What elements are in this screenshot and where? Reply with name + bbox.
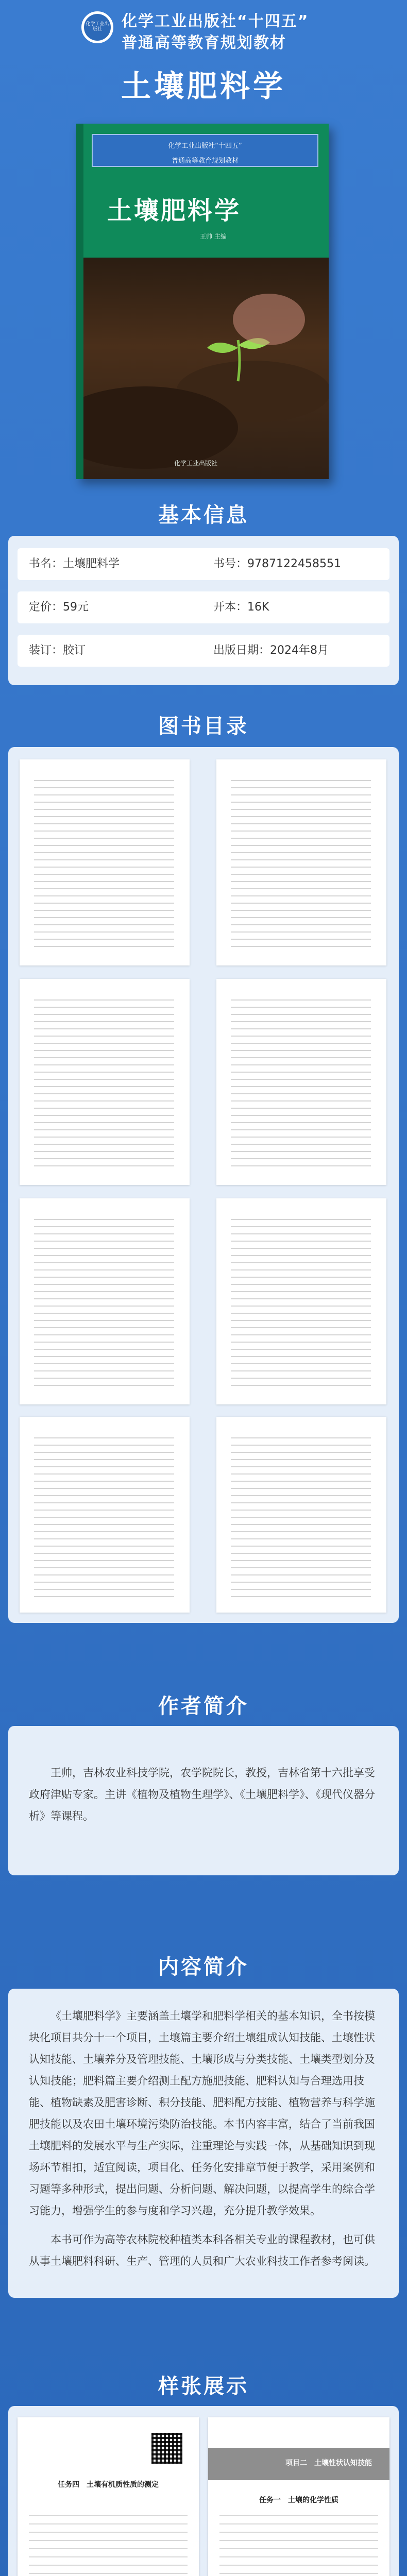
toc-entry-line bbox=[34, 1226, 174, 1227]
toc-entry-line bbox=[34, 1517, 174, 1518]
toc-entry-line bbox=[231, 1269, 371, 1270]
info-date bbox=[213, 635, 329, 667]
toc-entry-line bbox=[231, 1144, 371, 1145]
toc-entry-line bbox=[34, 1378, 174, 1379]
toc-entry-line bbox=[34, 931, 174, 933]
section-title: 图书目录 bbox=[158, 715, 249, 738]
sample-page-left bbox=[18, 2417, 199, 2576]
toc-entry-line bbox=[34, 1100, 174, 1101]
toc-entry-line bbox=[34, 1560, 174, 1561]
section-heading-catalog bbox=[0, 707, 407, 742]
body-text-line bbox=[29, 2532, 188, 2533]
info-label: 书号： bbox=[213, 557, 248, 570]
info-value: 2024年8月 bbox=[270, 644, 329, 657]
toc-page bbox=[216, 759, 386, 965]
info-price bbox=[29, 591, 89, 623]
toc-entry-line bbox=[231, 1007, 371, 1008]
toc-entry-line bbox=[231, 794, 371, 795]
toc-entry-line bbox=[34, 924, 174, 925]
book-cover bbox=[76, 124, 331, 484]
toc-entry-line bbox=[34, 1313, 174, 1314]
info-row bbox=[18, 635, 389, 667]
toc-entry-line bbox=[34, 1036, 174, 1037]
toc-entry-line bbox=[231, 1115, 371, 1116]
toc-entry-line bbox=[231, 1466, 371, 1467]
sample-left-title: 任务四 土壤有机质性质的测定 bbox=[58, 2481, 159, 2489]
sample-page-right bbox=[208, 2417, 389, 2576]
publisher-line-1: 化学工业出版社“十四五” bbox=[122, 12, 309, 30]
toc-entry-line bbox=[34, 780, 174, 781]
toc-entry-line bbox=[231, 1363, 371, 1364]
cover-soil-photo bbox=[83, 258, 329, 479]
toc-entry-line bbox=[34, 874, 174, 875]
toc-entry-line bbox=[231, 1100, 371, 1101]
toc-entry-line bbox=[231, 867, 371, 868]
toc-entry-line bbox=[34, 831, 174, 832]
toc-entry-line bbox=[34, 1481, 174, 1482]
toc-entry-line bbox=[231, 1349, 371, 1350]
toc-entry-line bbox=[34, 1093, 174, 1094]
toc-entry-line bbox=[231, 1233, 371, 1234]
toc-entry-line bbox=[231, 1356, 371, 1357]
toc-entry-line bbox=[231, 852, 371, 853]
toc-entry-line bbox=[34, 1079, 174, 1080]
section-heading-author bbox=[0, 1687, 407, 1722]
toc-entry-line bbox=[231, 1385, 371, 1386]
info-label: 开本： bbox=[213, 601, 248, 614]
toc-entry-line bbox=[231, 831, 371, 832]
toc-entry-line bbox=[34, 1122, 174, 1123]
info-panel bbox=[8, 536, 399, 685]
toc-entry-line bbox=[34, 802, 174, 803]
toc-page bbox=[20, 1198, 190, 1404]
toc-entry-line bbox=[231, 1452, 371, 1453]
toc-entry-line bbox=[231, 1158, 371, 1159]
toc-entry-line bbox=[231, 787, 371, 788]
toc-entry-line bbox=[231, 1014, 371, 1015]
toc-page bbox=[20, 979, 190, 1185]
toc-page bbox=[216, 1417, 386, 1613]
toc-entry-line bbox=[231, 924, 371, 925]
toc-entry-line bbox=[34, 1574, 174, 1575]
header bbox=[0, 0, 407, 104]
toc-entry-line bbox=[34, 1553, 174, 1554]
toc-entry-line bbox=[34, 1473, 174, 1475]
section-title: 样张展示 bbox=[158, 2375, 249, 2398]
body-text-line bbox=[219, 2515, 378, 2516]
toc-entry-line bbox=[34, 1248, 174, 1249]
toc-entry-line bbox=[34, 1072, 174, 1073]
toc-entry-line bbox=[231, 1255, 371, 1256]
toc-entry-line bbox=[34, 1144, 174, 1145]
toc-entry-line bbox=[34, 823, 174, 824]
toc-entry-line bbox=[34, 1233, 174, 1234]
toc-entry-line bbox=[231, 1495, 371, 1496]
toc-entry-line bbox=[34, 1219, 174, 1220]
toc-entry-line bbox=[231, 1043, 371, 1044]
toc-entry-line bbox=[34, 1277, 174, 1278]
toc-entry-line bbox=[34, 1589, 174, 1590]
toc-entry-line bbox=[34, 1262, 174, 1263]
toc-entry-line bbox=[231, 1093, 371, 1094]
toc-entry-line bbox=[231, 1226, 371, 1227]
toc-entry-line bbox=[231, 1277, 371, 1278]
toc-entry-line bbox=[34, 1445, 174, 1446]
toc-entry-line bbox=[231, 845, 371, 846]
info-value: 16K bbox=[247, 601, 269, 614]
toc-entry-line bbox=[231, 999, 371, 1001]
section-title: 内容简介 bbox=[158, 1955, 249, 1979]
sample-right-task: 任务一 土壤的化学性质 bbox=[259, 2496, 338, 2504]
body-text-line bbox=[29, 2523, 188, 2524]
toc-entry-line bbox=[34, 838, 174, 839]
toc-entry-line bbox=[231, 1064, 371, 1065]
toc-entry-line bbox=[231, 1510, 371, 1511]
toc-entry-line bbox=[34, 1043, 174, 1044]
author-text: 王帅，吉林农业科技学院，农学院院长，教授，吉林省第十六批享受政府津贴专家。主讲《植物及植物生理学》、《土壤肥料学》、《现代仪器分析》等课程。 bbox=[29, 1767, 375, 1822]
toc-entry-line bbox=[231, 1459, 371, 1460]
publisher-line-2: 普通高等教育规划教材 bbox=[122, 34, 286, 52]
toc-entry-line bbox=[34, 1050, 174, 1051]
info-isbn bbox=[213, 548, 341, 580]
toc-entry-line bbox=[34, 1284, 174, 1285]
toc-entry-line bbox=[34, 1269, 174, 1270]
toc-entry-line bbox=[34, 1385, 174, 1386]
toc-entry-line bbox=[34, 852, 174, 853]
toc-entry-line bbox=[231, 1531, 371, 1532]
toc-entry-line bbox=[231, 816, 371, 817]
toc-entry-line bbox=[34, 816, 174, 817]
info-title bbox=[29, 548, 120, 580]
toc-entry-line bbox=[34, 1014, 174, 1015]
toc-entry-line bbox=[34, 1327, 174, 1328]
toc-entry-line bbox=[34, 1459, 174, 1460]
toc-entry-line bbox=[34, 888, 174, 889]
toc-entry-line bbox=[34, 881, 174, 882]
info-value: 胶订 bbox=[63, 644, 86, 657]
body-text-line bbox=[219, 2565, 378, 2566]
toc-entry-line bbox=[34, 910, 174, 911]
toc-page bbox=[216, 979, 386, 1185]
info-value: 59元 bbox=[63, 601, 89, 614]
toc-entry-line bbox=[34, 1510, 174, 1511]
info-row bbox=[18, 591, 389, 623]
toc-entry-line bbox=[34, 787, 174, 788]
toc-entry-line bbox=[34, 1108, 174, 1109]
cover-title: 土壤肥料学 bbox=[107, 196, 242, 225]
toc-entry-line bbox=[231, 1079, 371, 1080]
toc-entry-line bbox=[231, 1086, 371, 1087]
toc-entry-line bbox=[34, 1342, 174, 1343]
toc-entry-line bbox=[231, 1241, 371, 1242]
toc-entry-line bbox=[34, 1021, 174, 1022]
toc-entry-line bbox=[231, 1021, 371, 1022]
info-label: 装订： bbox=[29, 644, 63, 657]
toc-entry-line bbox=[231, 1488, 371, 1489]
toc-entry-line bbox=[34, 999, 174, 1001]
info-label: 书名： bbox=[29, 557, 63, 570]
cover-band-line-2: 普通高等教育规划教材 bbox=[171, 157, 239, 165]
book-title: 土壤肥料学 bbox=[121, 69, 286, 104]
toc-entry-line bbox=[231, 1334, 371, 1335]
toc-entry-line bbox=[34, 1241, 174, 1242]
body-text-line bbox=[29, 2540, 188, 2541]
toc-entry-line bbox=[34, 1524, 174, 1525]
toc-entry-line bbox=[231, 1137, 371, 1138]
publisher-logo bbox=[81, 11, 113, 43]
toc-entry-line bbox=[231, 1589, 371, 1590]
toc-entry-line bbox=[34, 1086, 174, 1087]
toc-entry-line bbox=[34, 1137, 174, 1138]
toc-entry-line bbox=[34, 809, 174, 810]
cover-body bbox=[76, 124, 329, 479]
toc-entry-line bbox=[231, 1219, 371, 1220]
toc-entry-line bbox=[34, 1531, 174, 1532]
toc-entry-line bbox=[231, 1298, 371, 1299]
toc-entry-line bbox=[231, 1151, 371, 1152]
toc-entry-line bbox=[231, 946, 371, 947]
toc-entry-line bbox=[231, 1560, 371, 1561]
intro-panel bbox=[8, 1989, 399, 2298]
intro-paragraph-2: 本书可作为高等农林院校种植类本科各相关专业的课程教材，也可供从事土壤肥料科研、生产、管理的人员和广大农业科技工作者参考阅读。 bbox=[29, 2233, 375, 2267]
sample-panel bbox=[8, 2406, 399, 2576]
toc-entry-line bbox=[34, 1466, 174, 1467]
toc-entry-line bbox=[231, 1129, 371, 1130]
toc-entry-line bbox=[34, 1596, 174, 1597]
toc-entry-line bbox=[34, 1349, 174, 1350]
toc-entry-line bbox=[231, 1248, 371, 1249]
toc-entry-line bbox=[231, 838, 371, 839]
toc-entry-line bbox=[34, 1488, 174, 1489]
info-label: 定价： bbox=[29, 601, 63, 614]
toc-page bbox=[20, 759, 190, 965]
toc-entry-line bbox=[231, 903, 371, 904]
toc-entry-line bbox=[34, 946, 174, 947]
toc-entry-line bbox=[34, 1057, 174, 1058]
section-heading-sample bbox=[0, 2367, 407, 2402]
section-heading-intro bbox=[0, 1947, 407, 1983]
toc-entry-line bbox=[231, 1370, 371, 1371]
toc-entry-line bbox=[231, 1596, 371, 1597]
cover-series-band bbox=[92, 134, 318, 167]
toc-entry-line bbox=[34, 1306, 174, 1307]
section-title: 作者简介 bbox=[158, 1694, 249, 1718]
toc-entry-line bbox=[34, 1334, 174, 1335]
section-title: 基本信息 bbox=[158, 503, 249, 527]
toc-entry-line bbox=[34, 867, 174, 868]
body-text-line bbox=[219, 2532, 378, 2533]
toc-entry-line bbox=[231, 1313, 371, 1314]
toc-entry-line bbox=[34, 794, 174, 795]
toc-entry-line bbox=[34, 1151, 174, 1152]
info-binding bbox=[29, 635, 86, 667]
toc-entry-line bbox=[231, 1036, 371, 1037]
toc-entry-line bbox=[34, 1452, 174, 1453]
toc-entry-line bbox=[231, 910, 371, 911]
toc-entry-line bbox=[34, 1502, 174, 1503]
toc-entry-line bbox=[231, 1481, 371, 1482]
toc-entry-line bbox=[231, 1502, 371, 1503]
toc-entry-line bbox=[34, 903, 174, 904]
toc-entry-line bbox=[34, 1291, 174, 1292]
author-panel bbox=[8, 1726, 399, 1875]
toc-entry-line bbox=[34, 895, 174, 896]
toc-entry-line bbox=[34, 845, 174, 846]
cover-spine bbox=[76, 124, 83, 479]
info-value: 土壤肥料学 bbox=[63, 557, 120, 570]
body-text-line bbox=[29, 2515, 188, 2516]
toc-entry-line bbox=[231, 802, 371, 803]
toc-entry-line bbox=[34, 1356, 174, 1357]
toc-entry-line bbox=[231, 1262, 371, 1263]
catalog-panel bbox=[8, 747, 399, 1623]
toc-entry-line bbox=[231, 1524, 371, 1525]
toc-entry-line bbox=[231, 1306, 371, 1307]
body-text-line bbox=[29, 2548, 188, 2549]
info-format bbox=[213, 591, 269, 623]
toc-entry-line bbox=[231, 881, 371, 882]
toc-entry-line bbox=[231, 1122, 371, 1123]
toc-entry-line bbox=[34, 859, 174, 860]
intro-paragraph-1: 《土壤肥料学》主要涵盖土壤学和肥料学相关的基本知识，全书按模块化项目共分十一个项目，土壤篇主要介绍土壤组成认知技能、土壤性状认知技能、土壤养分及管理技能、土壤形成与分类技能、土壤类型划分及认知技能；肥料篇主要介绍测土配方施肥技能、肥料认知与合理选用技能、植物缺素及肥害诊断、积分技能、肥料配方技能、植物营养与科学施肥技能以及农田土壤环境污染防治技能。本书内容丰富，结合了当前我国土壤肥料的发展水平与生产实际，注重理论与实践一体，从基础知识到现场环节相扣，适宜阅读，项目化、任务化安排章节便于教学，采用案例和习题等多种形式，提出问题、分析问题、解决问题，以提高学生的综合学习能力，增强学生的参与度和学习兴趣，充分提升教学效果。 bbox=[29, 2010, 375, 2217]
toc-entry-line bbox=[34, 1158, 174, 1159]
cover-band-line-1: 化学工业出版社“十四五” bbox=[168, 142, 242, 150]
toc-entry-line bbox=[34, 1115, 174, 1116]
toc-entry-line bbox=[34, 1538, 174, 1539]
toc-entry-line bbox=[231, 823, 371, 824]
section-heading-info bbox=[0, 496, 407, 531]
toc-entry-line bbox=[231, 1072, 371, 1073]
toc-entry-line bbox=[231, 888, 371, 889]
info-value: 9787122458551 bbox=[247, 557, 341, 570]
toc-entry-line bbox=[231, 1473, 371, 1475]
toc-entry-line bbox=[34, 1064, 174, 1065]
toc-entry-line bbox=[34, 1370, 174, 1371]
cover-press: 化学工业出版社 bbox=[174, 460, 218, 467]
toc-entry-line bbox=[231, 809, 371, 810]
toc-entry-line bbox=[231, 1546, 371, 1547]
body-text-line bbox=[29, 2556, 188, 2557]
toc-entry-line bbox=[231, 780, 371, 781]
body-text-line bbox=[219, 2548, 378, 2549]
toc-page bbox=[20, 1417, 190, 1613]
toc-entry-line bbox=[34, 1546, 174, 1547]
toc-entry-line bbox=[231, 1582, 371, 1583]
toc-entry-line bbox=[34, 1129, 174, 1130]
toc-entry-line bbox=[231, 1517, 371, 1518]
toc-entry-line bbox=[34, 1320, 174, 1321]
toc-entry-line bbox=[231, 1165, 371, 1166]
body-text-line bbox=[219, 2556, 378, 2557]
toc-entry-line bbox=[34, 1028, 174, 1029]
seedling-illustration bbox=[83, 258, 329, 479]
toc-page bbox=[216, 1198, 386, 1404]
toc-entry-line bbox=[231, 859, 371, 860]
toc-entry-line bbox=[231, 1057, 371, 1058]
body-text-line bbox=[219, 2573, 378, 2574]
body-text-line bbox=[29, 2565, 188, 2566]
toc-entry-line bbox=[34, 917, 174, 918]
toc-entry-line bbox=[231, 1291, 371, 1292]
toc-entry-line bbox=[231, 1050, 371, 1051]
toc-entry-line bbox=[34, 1567, 174, 1568]
toc-entry-line bbox=[34, 1582, 174, 1583]
toc-entry-line bbox=[231, 1553, 371, 1554]
toc-entry-line bbox=[231, 1320, 371, 1321]
project-banner-text: 项目二 土壤性状认知技能 bbox=[285, 2459, 372, 2467]
toc-entry-line bbox=[231, 1437, 371, 1438]
toc-entry-line bbox=[231, 874, 371, 875]
toc-entry-line bbox=[231, 1445, 371, 1446]
toc-entry-line bbox=[34, 1255, 174, 1256]
info-row bbox=[18, 548, 389, 580]
toc-entry-line bbox=[231, 939, 371, 940]
body-text-line bbox=[219, 2540, 378, 2541]
toc-entry-line bbox=[231, 1327, 371, 1328]
toc-entry-line bbox=[231, 917, 371, 918]
toc-entry-line bbox=[231, 1028, 371, 1029]
logo-text: 化学工业出版社 bbox=[84, 14, 111, 41]
body-text-line bbox=[29, 2573, 188, 2574]
cover-authors: 王帅 主编 bbox=[200, 233, 227, 240]
toc-entry-line bbox=[231, 1538, 371, 1539]
toc-entry-line bbox=[34, 1165, 174, 1166]
toc-entry-line bbox=[34, 1363, 174, 1364]
toc-entry-line bbox=[34, 939, 174, 940]
toc-entry-line bbox=[231, 1574, 371, 1575]
info-label: 出版日期： bbox=[213, 644, 270, 657]
body-text-line bbox=[219, 2523, 378, 2524]
toc-entry-line bbox=[231, 931, 371, 933]
toc-entry-line bbox=[231, 1284, 371, 1285]
toc-entry-line bbox=[231, 1567, 371, 1568]
toc-entry-line bbox=[231, 1108, 371, 1109]
toc-entry-line bbox=[34, 1495, 174, 1496]
toc-entry-line bbox=[231, 1378, 371, 1379]
toc-entry-line bbox=[34, 1007, 174, 1008]
qr-code-icon bbox=[151, 2433, 182, 2464]
toc-entry-line bbox=[231, 895, 371, 896]
toc-entry-line bbox=[34, 1298, 174, 1299]
toc-entry-line bbox=[231, 1342, 371, 1343]
toc-entry-line bbox=[34, 1437, 174, 1438]
